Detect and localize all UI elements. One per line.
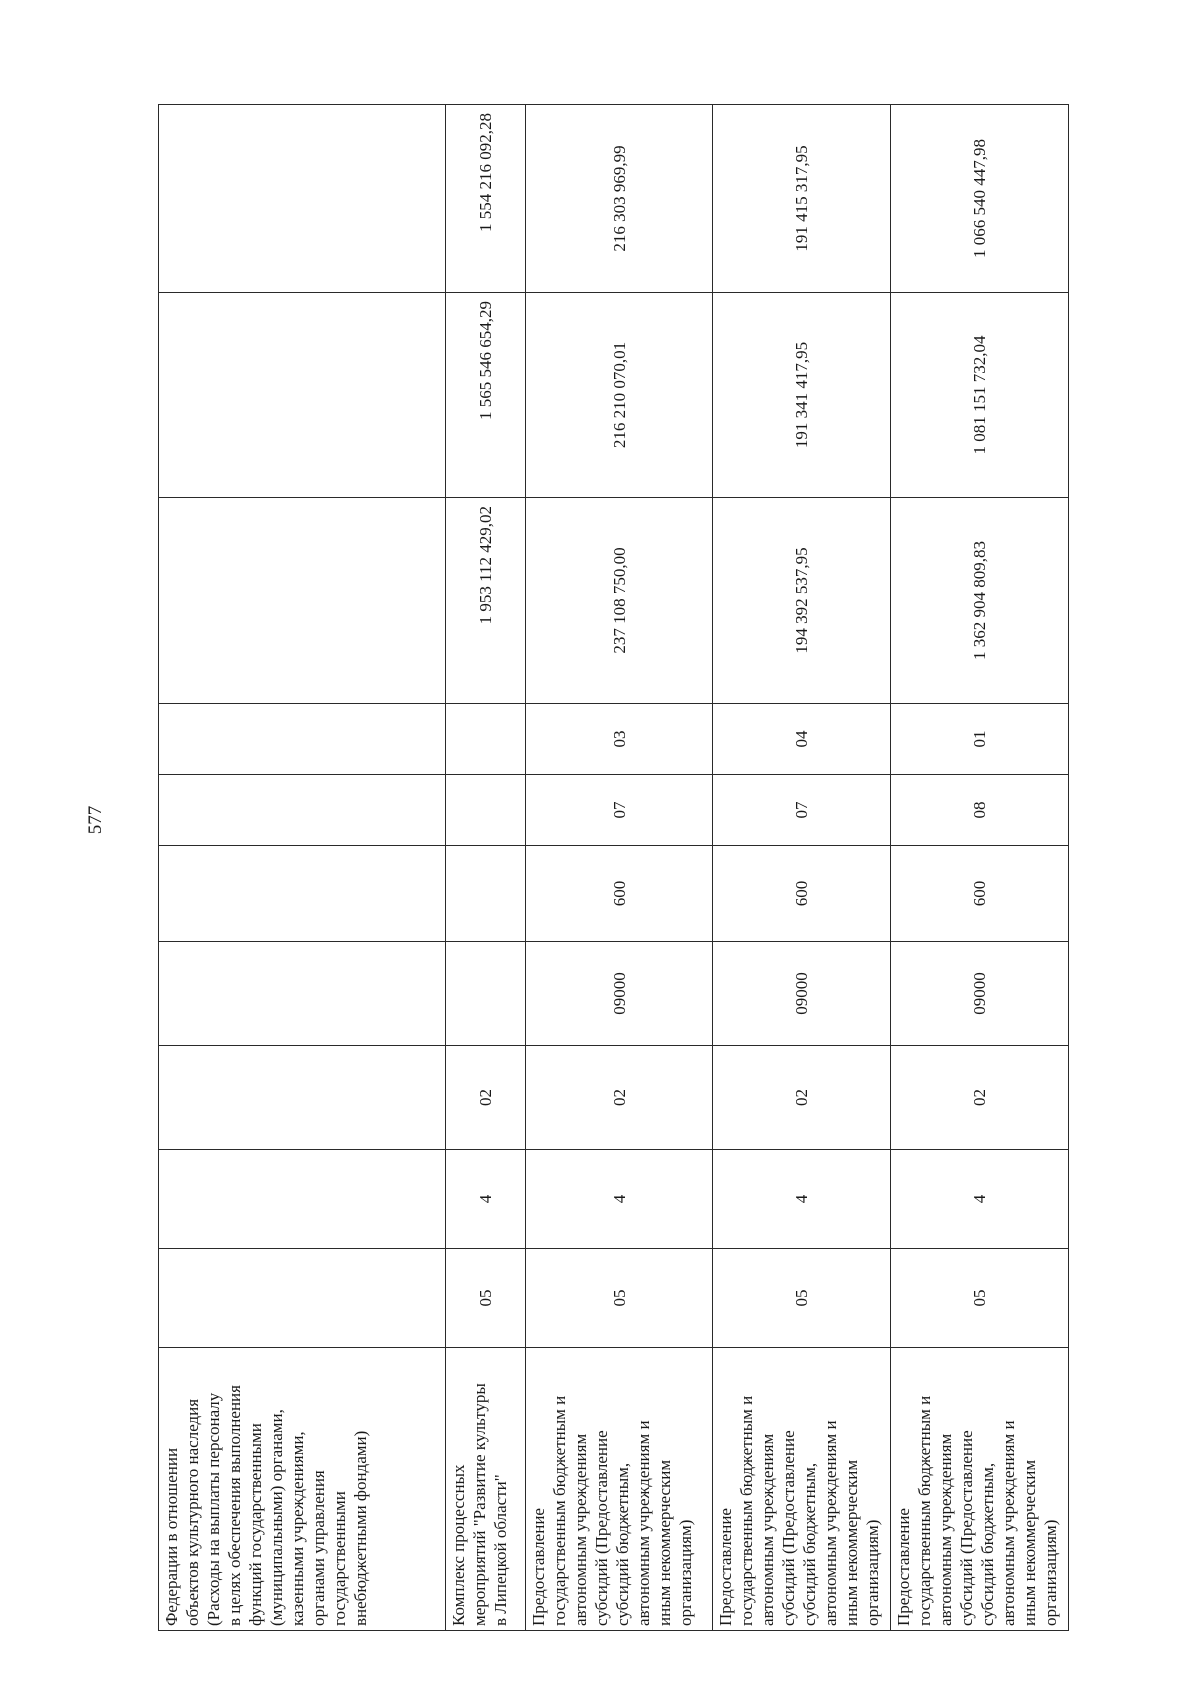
row-name: Комплекс процессных мероприятий "Развитие культуры в Липецкой области" [449,1383,510,1626]
amount-cell: 237 108 750,00 [526,498,713,704]
amount-cell: 191 415 317,95 [713,105,891,293]
code-cell: 05 [526,1249,713,1348]
code-cell: 05 [713,1249,891,1348]
amount-cell: 216 303 969,99 [526,105,713,293]
amount-cell: 1 081 151 732,04 [891,293,1069,498]
code-cell: 05 [891,1249,1069,1348]
code-cell [446,704,526,775]
code-cell: 02 [446,1046,526,1150]
code-cell: 02 [891,1046,1069,1150]
row-name-cell [713,1348,891,1631]
code-cell [159,1249,446,1348]
budget-table [158,104,1069,1631]
row-name: Предоставление государственным бюджетным и автономным учреждениям субсидий (Предоставление субсидий бюджетным, автономным учреждениям и иным некоммерческим организациям) [716,1395,882,1626]
code-cell: 4 [446,1150,526,1249]
code-cell: 09000 [713,942,891,1046]
amount-cell: 191 341 417,95 [713,293,891,498]
amount-cell [159,105,446,293]
code-cell: 07 [713,775,891,846]
code-cell [159,846,446,942]
table-row [891,105,1069,1631]
amount-cell: 1 565 546 654,29 [446,293,526,498]
page-number: 577 [85,805,106,835]
code-cell: 07 [526,775,713,846]
code-cell [159,775,446,846]
code-cell: 4 [891,1150,1069,1249]
code-cell: 4 [526,1150,713,1249]
table-row [713,105,891,1631]
table-row [446,105,526,1631]
row-name-cell [891,1348,1069,1631]
code-cell: 02 [713,1046,891,1150]
code-cell: 04 [713,704,891,775]
code-cell: 4 [713,1150,891,1249]
code-cell [446,775,526,846]
row-name: Предоставление государственным бюджетным и автономным учреждениям субсидий (Предоставление субсидий бюджетным, автономным учреждениям и иным некоммерческим организациям) [529,1395,695,1626]
code-cell: 600 [891,846,1069,942]
code-cell: 09000 [891,942,1069,1046]
table-row [159,105,446,1631]
amount-cell: 1 554 216 092,28 [446,105,526,293]
code-cell: 09000 [526,942,713,1046]
amount-cell: 1 953 112 429,02 [446,498,526,704]
row-name-cell [526,1348,713,1631]
code-cell: 03 [526,704,713,775]
code-cell [159,942,446,1046]
row-name: Федерации в отношении объектов культурного наследия (Расходы на выплаты персоналу в целях обеспечения выполнения функций государственными (муниципальными) органами, казенными учреждениями, органами управления государственными внебюджетными фондами) [162,1385,370,1626]
code-cell: 02 [526,1046,713,1150]
amount-cell: 216 210 070,01 [526,293,713,498]
code-cell [159,704,446,775]
code-cell: 600 [713,846,891,942]
amount-cell [159,293,446,498]
code-cell [446,846,526,942]
code-cell: 08 [891,775,1069,846]
rotated-table-wrapper [158,105,1068,1631]
amount-cell: 1 066 540 447,98 [891,105,1069,293]
code-cell [446,942,526,1046]
amount-cell: 1 362 904 809,83 [891,498,1069,704]
amount-cell [159,498,446,704]
code-cell [159,1150,446,1249]
table-row [526,105,713,1631]
code-cell [159,1046,446,1150]
row-name-cell [446,1348,526,1631]
amount-cell: 194 392 537,95 [713,498,891,704]
code-cell: 05 [446,1249,526,1348]
code-cell: 01 [891,704,1069,775]
code-cell: 600 [526,846,713,942]
row-name-cell [159,1348,446,1631]
row-name: Предоставление государственным бюджетным и автономным учреждениям субсидий (Предоставление субсидий бюджетным, автономным учреждениям и иным некоммерческим организациям) [894,1395,1060,1626]
